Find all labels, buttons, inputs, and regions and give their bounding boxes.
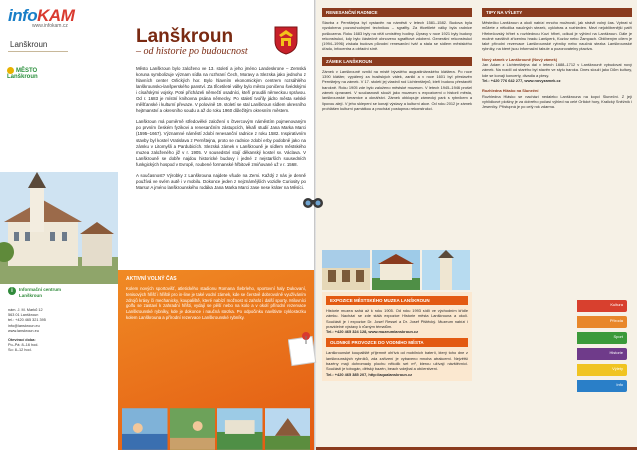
info-centre-heading: i Informační centrum Lanškroun xyxy=(8,287,70,298)
activity-photo-row xyxy=(118,392,314,450)
town-crest-icon xyxy=(273,25,299,55)
info-centre-block xyxy=(8,287,70,353)
page-subtitle: – od historie po budoucnost xyxy=(136,46,248,57)
town-square-photo xyxy=(322,250,370,290)
museum-expo-box: EXPOZICE MĚSTSKÉHO MUZEA LANŠKROUN Historie muzea sahá až k roku 1905. Od roku 1993 sídlí ve východním křídle zámku. Nachází se zde stálá expozice Historie města Lanškrouna a okolí. Součástí je i expozice Dr. Josef Ressel a Dr. Josef Pištěcký. Muzeum nabízí i pravidelné výstavy k různým tématům. Tel.: +420 465 324 128, www.muzeumlanskroun.cz OLDNIKÉ PROVOZCE DO VODNÍHO MĚSTA Lanškrounské koupaliště příjemně ohřívá od mobilních baterií, který toho dne z lanškrounských rybníků, zda zařízení je vybaveno mnoha atrakcemi. Největší bazény mají dohromady plochu několik set m², kterou užívají návštěvníci. Součástí je tobogán, dětský bazén, beach volejbal a občerstvení. Tel.: +420 465 385 207, http://aqualanskroun.cz xyxy=(322,292,472,381)
divider xyxy=(8,51,68,52)
info-email-link[interactable]: info@lanskroun.eu xyxy=(8,323,40,328)
pushpin-icon xyxy=(288,330,324,368)
page-title: Lanškroun xyxy=(136,26,234,47)
activity-photo xyxy=(217,408,263,450)
section-new-castle: Nový zámek v Lanškrouně (Nový zámek) Jan Adam z Lichtenštejna dal v letech 1688–1712 v Lanškrouně vybudovat nový zámek. Na rozdíl od starého byl stavěn ve stylu baroka. Dnes slouží jako Dům kultury, kde se konají koncerty, divadla a plesy. Tel.: +420 776 642 277, www.novyzamek.cz xyxy=(482,56,632,83)
logo-url[interactable]: www.infokam.cz xyxy=(32,23,68,29)
section-castle: ZÁMEK LANŠKROUN Zámek v Lanškrouně vznikl na místě bývalého augustiniánského kláštera. Po roce 1390 klášter, vypálený za husitských válek, zanikl a v roce 1601 byl přestavěn Pernštejny na zámek. V 17. století jej vlastnil rod Lichtenštejnů, kteří budovu přestavěli barokně. Roku 1905 zde bylo založeno městské muzeum. V letech 1945–1946 prošel zámek úpravami. V současnosti slouží jako muzeum s expozicemi o historii města, lanškrounské keramice a oknářství. Zámek obklopuje zámecký park s rybníkem a lipovou alejí. V jeho sklepení se konají výstavy a kulturní akce. Od roku 2012 je zámek prohlášen kulturní památkou a prochází postupnou rekonstrukcí. xyxy=(322,58,472,111)
paragraph: Lanškroun má poměrně středověké založení s čtvercovým náměstím pojmenovaným po prvním českém fyzikovi a renesančním zástupcích, lékaři studií Jana Marka Marci (1595–1667). Významné náměstí zdobí renesanční radnice z roku 1582. Inspirativním stavby byl kostel Vratislava z Pernštejna, proto se radnice zdobí erby podobně jako na zámku v Litomyšli a Pardubicích. Slezská zámek v Lanškrouně je sídlem městského muzea založeného již v r. 1905. V sousedství stojí děkanský kostel sv. Václava. V Lanškrouně se dobře najdou historické budovy i jedné z nejstarších sousedních funkgických hospod v Evropě, roubené formanské hřbitově zmiňované už v r. 1568. xyxy=(136,119,306,167)
paragraph: Město Lanškroun bylo založeno ve 13. století a jeho jméno Landeskrone – Zemská koruna symbolizuje význam sídla na rozhraní Čech, Moravy a Slezska jako jednoho z hlavních center Orlických hor. Bylo hlavním ekonomickým centrem rozsáhlého lanškrounsko-lanšperského panství. Za třicetileté války bylo město poničeno švédskými i císařskými vojsky. Poté přicházeli němečtí osadníci, kteří proudili německou správou. Od r. 1683 je místní knihovna psána německy. Po staletí tvořily jádro města selské měšťanské i kulturní převaze. V polovině 19. století se stal Lanškroun sídlem okresního hejtmanství a okresního soudu a až do roku 1960 důležitým okresním městem. xyxy=(136,66,306,114)
section-town-hall: RENESANČNÍ RADNICE Stavba z Pernštejna byl vystavěn na náměstí v letech 1581–1582. Budova byla vyzdobena pozoruhodnými technikou – sgrafity. Za třicetileté války byla radnice poškozena. Roku 1683 byly na věži umístěny hodiny. Úpravy v roce 1921 byly budovy rekonstrukcí, kdy bylo částečně obnoveno sgrafitové zdobení. Generální rekonstrukci (1994–1996) získala budova původní renesanční tvář a stala se sídlem městského úřadu, infocentra a obřadní síně. xyxy=(322,10,472,52)
info-icon: i xyxy=(8,287,16,295)
main-article xyxy=(136,66,306,196)
city-logo-icon xyxy=(7,67,14,74)
tab-info[interactable]: Info xyxy=(577,380,627,392)
pool-contact[interactable]: Tel.: +420 465 385 207, http://aqualanskroun.cz xyxy=(326,371,413,377)
active-holiday-heading: AKTIVNÍ VOLNÝ ČAS xyxy=(126,276,177,282)
city-logo-text: MĚSTO Lanškroun xyxy=(7,68,38,81)
museum-contact[interactable]: Tel.: +420 465 324 128, www.muzeumlanskroun.cz xyxy=(326,329,419,335)
tab-history[interactable]: Historie xyxy=(577,348,627,360)
tab-nature[interactable]: Příroda xyxy=(577,316,627,328)
castle-photo xyxy=(372,250,420,290)
category-tabs xyxy=(579,300,627,430)
paragraph: A současnost? Výrobky z Lanškrouna najdete všude na Zemi. Každý z nás je denně používá ve svém autě i v mobilu. Dokonce jeden z nejznámějších vozidle Curiosity po Marsu! A jméno lanškrounského rodáka Jana Marka Marci zase nese kráter na Měsíci. xyxy=(136,172,306,190)
church-tower-photo xyxy=(422,250,470,290)
right-column-1 xyxy=(322,8,472,116)
left-sidebar xyxy=(0,0,75,450)
right-photo-row xyxy=(322,250,472,290)
active-holiday-text: Kolem nových sportovišť, atletického stadionu Romana Šebrleho, sportovní haly Dukovaní, tenisových hřišť i hřiště pro in-line je také vodní zámek, kde se čerstvě dobrovolně využíváním zdrojů krásy či mechanicky, koupaliště, které nabízí možnost si zahrát i další sporty. Milovníci golfu se zastaví k zahradní hřišti, vydají se pěší nebo na kolo a v okolí přírodní rezervace Lanškrounské rybníky, kde je dokonce i naučná stezka. Po odpočinku navštivte cyklostezku kolem Lanškrouna a přírodní rezervace Lanškrounské rybníky. xyxy=(126,286,306,320)
right-page xyxy=(316,0,637,450)
opening-hours: Otevírací doba: Po–Pá: 8–16 hod. So: 8–12 hod. xyxy=(8,338,39,353)
right-column-2 xyxy=(482,8,632,114)
city-logo xyxy=(7,67,51,81)
activity-photo xyxy=(170,408,216,450)
logo-kam-text: KAM xyxy=(37,6,75,25)
info-web-link[interactable]: www.lanskroun.eu xyxy=(8,328,39,333)
info-centre-address: nám. J. M. Marků 12 563 01 Lanškroun tel.: +420 465 321 395 info@lanskroun.eu www.lanskroun.eu xyxy=(8,308,70,334)
activity-photo xyxy=(265,408,311,450)
tab-trips[interactable]: Výlety xyxy=(577,364,627,376)
tab-culture[interactable]: Kultura xyxy=(577,300,627,312)
tab-sport[interactable]: Sport xyxy=(577,332,627,344)
section-trip-tips: TIPY NA VÝLETY Městečko Lanškroun a okolí nabízí mnoho možností, jak strávit volný čas. Vybrat si můžete z několika naučných stezek, cyklotras a rozhleden. Mezi nejoblíbenější patří Hřebečovský hřbet s rozhlednou Kozí hřbet, odkud je výhled na Lanškroun. Dále je možné navštívit zříceninu hradu Lanšperk, Kozlov nebo Žampach. Oblíbeným cílem je také přírodní rezervace Lanškrounské rybníky nebo naučná stezka Lanškrounské rybníky, na které jsou informační tabule a pozorovatelny ptactva. xyxy=(482,10,632,52)
activity-photo xyxy=(122,408,168,450)
town-label: Lanškroun xyxy=(10,40,48,49)
binoculars-icon xyxy=(302,195,324,209)
new-castle-contact[interactable]: Tel.: +420 776 642 277, www.novyzamek.cz xyxy=(482,77,561,83)
section-lookout: Rozhledna Hlásko na Sluneční Rozhledna Hlásko se nachází nedaleko Lanškrouna na kopci Sluneční. Z její vyhlídkové plošiny je za dobrého počasí výhled na celé Orlické hory, Kralický Sněžník i Jeseníky. Přístupná je po celý rok zdarma. xyxy=(482,88,632,110)
logo-info-text: info xyxy=(8,6,38,25)
